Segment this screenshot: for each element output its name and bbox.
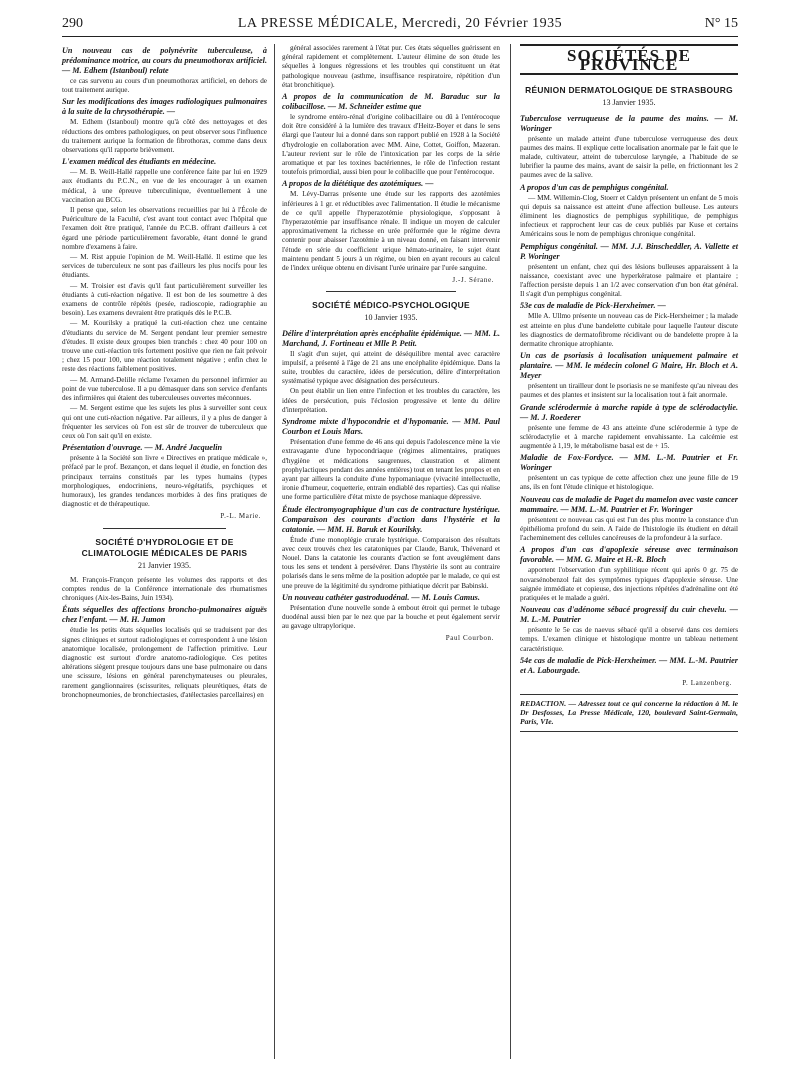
section-date: 13 Janvier 1935. (602, 98, 656, 108)
column-3 (520, 44, 738, 732)
paragraph: présentent ce nouveau cas qui est l'un des plus montre la constance d'un épithélioma profond du sein. A l'aide de l'histologie ils étudient en détail l'acheminement des cellules cancéreuses de la profondeur à la surface. (520, 515, 738, 543)
article-heading: Syndrome mixte d'hypocondrie et d'hypomanie. — MM. Paul Courbon et Louis Mars. (282, 417, 500, 437)
paragraph: le syndrome entéro-rénal d'origine colibacillaire ou dû à l'entérocoque doit être considéré à la lumière des travaux d'Heitz-Boyer et dans le sens élargi que l'auteur lui a donné dans son rapport publié en 1928 à la Société d'hydrologie en collaboration avec MM. Aine, Cottet, Goiffon, Mazeran. L'auteur revient sur le rôle de l'intoxication par les corps de la série aromatique et par les toxines bactériennes, le rôle de l'infection restant toutefois primordial, aussi bien pour le colibacille que pour l'entérocoque. (282, 113, 500, 177)
section-divider (103, 528, 226, 529)
page-number: 290 (62, 16, 83, 31)
paragraph: — M. Rist appuie l'opinion de M. Weill-Hallé. Il estime que les services de tuberculeux ne sont pas d'ailleurs les plus nocifs pour les étudiants. (62, 253, 267, 280)
article-heading: Maladie de Fox-Fordyce. — MM. L.-M. Pautrier et Fr. Woringer (520, 453, 738, 473)
paragraph: ce cas survenu au cours d'un pneumothorax artificiel, en dehors de tout traitement aurique. (62, 77, 267, 95)
section-title: SOCIÉTÉ MÉDICO-PSYCHOLOGIQUE (312, 300, 470, 311)
redaction-notice: REDACTION. — Adressez tout ce qui concerne la rédaction à M. le Dr Desfosses, La Presse Médicale, 120, boulevard Saint-Germain, Paris, VIe. (520, 694, 738, 732)
paragraph: M. François-Françon présente les volumes des rapports et des comptes rendus de la Conférence internationale des rhumatismes chroniques (Aix-les-Bains, Juin 1934). (62, 575, 267, 603)
paragraph: Mlle A. Ullmo présente un nouveau cas de Pick-Herxheimer ; la malade est atteinte en plus d'une bandelette cubitale pour laquelle l'auteur discute les diagnostics de dermatofibrome récidivant ou de bandelette propre à la dermatite chronique atrophiante. (520, 312, 738, 349)
article-heading: Étude électromyographique d'un cas de contracture hystérique. Comparaison des courants d'action dans l'hystérie et la catatonie. — MM. H. Baruk et Kourilsky. (282, 504, 500, 534)
article-heading: Tuberculose verruqueuse de la paume des mains. — M. Woringer (520, 113, 738, 133)
paragraph: général associées rarement à l'état pur. Ces états séquelles guérissent en général rapidement et complètement. L'auteur élimine de son étude les séquelles à longues régressions et les troubles qui constituent un état pathologique nouveau (asthme, insuffisance respiratoire, répétition d'un état bronchitique). (282, 44, 500, 89)
paragraph: présente une femme de 43 ans atteinte d'une sclérodermie à type de sclérodactylie et à marche rapidement envahissante. La calcémie est augmentée à 1,19, le métabolisme basal est de + 15. (520, 423, 738, 451)
article-heading: 53e cas de maladie de Pick-Herxheimer. — (520, 301, 666, 311)
article-heading: A propos d'un cas de pemphigus congénital. (520, 182, 669, 192)
paragraph: — M. Troisier est d'avis qu'il faut particulièrement surveiller les étudiants à cuti-réaction négative. Il est bon de les soumettre à des examens de contrôle répétés (pesée, radioscopie, radiographie au besoin). Les examens devraient être pratiqués dès le P.C.B. (62, 281, 267, 318)
column-1 (62, 44, 267, 701)
paragraph: — M. Armand-Delille réclame l'examen du personnel infirmier au point de vue tuberculose. Il a pu démasquer dans son service d'enfants des infirmières qui étaient des tuberculeuses ouvertes méconnues. (62, 375, 267, 403)
paragraph: Il s'agit d'un sujet, qui atteint de déséquilibre mental avec caractère impulsif, a présenté à l'âge de 21 ans une encéphalite épidémique. Dans la suite, troubles du caractère, idées de persécution, délire d'interprétation systématisé typique avec désignation des persécuteurs. (282, 349, 500, 386)
article-heading: A propos de la diététique des azotémiques. — (282, 179, 434, 189)
journal-title: LA PRESSE MÉDICALE, Mercredi, 20 Février 1935 (237, 16, 563, 31)
article-heading: Un cas de psoriasis à localisation uniquement palmaire et plantaire. — MM. le médecin colonel G Maire, Hr. Bloch et A. Meyer (520, 351, 738, 381)
paragraph: Il pense que, selon les observations recueillies par lui à l'École de Puériculture de la Faculté, c'est avant tout contact avec l'hôpital que l'examen doit être pratiqué, l'année du P.C.B. offrant d'ailleurs à cet égard une période particulièrement favorable, étant donné le grand nombre d'examens à faire. (62, 206, 267, 251)
article-heading: États séquelles des affections broncho-pulmonaires aiguës chez l'enfant. — M. H. Jumon (62, 605, 267, 625)
article-heading: L'examen médical des étudiants en médecine. (62, 157, 217, 167)
article-heading: Un nouveau cas de polynévrite tuberculeuse, à prédominance motrice, au cours du pneumothorax artificiel. — M. Edhem (Istanboul) relate (62, 46, 267, 75)
section-date: 10 Janvier 1935. (364, 313, 418, 323)
article-heading: Sur les modifications des images radiologiques pulmonaires à la suite de la chrysothérapie. — (62, 97, 267, 117)
section-date: 21 Janvier 1935. (137, 560, 192, 570)
column-rule (274, 44, 275, 1059)
paragraph: présentent un tirailleur dont le psoriasis ne se manifeste qu'au niveau des paumes et des plantes et insistent sur la localisation tout à fait anormale. (520, 382, 738, 400)
paragraph: Étude d'une monoplégie crurale hystérique. Comparaison des résultats avec ceux trouvés chez les catatoniques par Claude, Baruk, Thévenard et Nouel. Dans la catatonie les courants d'action se font aveuglément dans tous les sens et tendent à persévérer. Dans l'hystérie ils sont au contraire polarisés dans le sens même de la position adoptée par le malade, ce qui est une preuve de la légitimité du syndrome pithiatique décrit par Babinski. (282, 535, 500, 590)
section-title: RÉUNION DERMATOLOGIQUE DE STRASBOURG (525, 85, 733, 96)
page-header (62, 14, 738, 37)
paragraph: présentent un cas typique de cette affection chez une jeune fille de 19 ans, ils en font l'étude clinique et histologique. (520, 474, 738, 492)
paragraph: M. Lévy-Darras présente une étude sur les rapports des azotémies inférieures à 1 gr. et réductibles avec l'alimentation. Il étudie le mécanisme de ce qu'il appelle l'hyperazotémie physiologique, s'opposant à l'hyperazotémie par insuffisance rénale. Il indique un moyen de calculer approximativement la richesse en urée préformée que le régime devra contenir pour abaisser l'azotémie à un niveau donné, en faisant intervenir l'étude en série du coefficient urique hémato-urinaire, le sujet étant maintenu pendant 5 jours à un régime, ou bien en ayant recours au calcul de l'index uréique obtenu en divisant l'urée urinaire par l'urée sanguine. (282, 190, 500, 273)
paragraph: — MM. Willemin-Clog, Stoerr et Caldyn présentent un enfant de 5 mois qui depuis sa naissance est atteint d'une affection bulleuse. Les auteurs éliminent les diagnostics de pemphigus syphilitique, de pemphigus infectieux et rapprochent leur cas de ceux publiés par Kuse et certains Américains sous le nom de pemphigus chronique congénital. (520, 193, 738, 239)
paragraph: Présentation d'une femme de 46 ans qui depuis l'adolescence mène la vie extravagante d'une hypocondriaque (régimes alimentaires, pratiques d'hygiène et médications saugrenues, claustration et aliment prophylactiques pendant des années entières) tout en tenant les propos et en ayant par ailleurs la conduite d'une hypomaniaque (vivacité intellectuelle, ironie d'humeur, coquetterie, entrain endiablé des reparties). Cas qui réalise une forme particulière d'état mixte de psychose maniaque dépressive. (282, 438, 500, 502)
column-rule (510, 44, 511, 1059)
paragraph: — M. Kourilsky a pratiqué la cuti-réaction chez une centaine d'étudiants du service de M. Sergent pendant leur premier semestre d'études. Il existe deux groupes bien tranchés : chez 40 pour 100 on trouve une cuti-réaction très fortement positive que rien ne fait prévoir ; chez 15 pour 100, une réaction totalement négative ; enfin chez le reste des réactions faiblement positives. (62, 319, 267, 374)
article-heading: Pemphigus congénital. — MM. J.J. Binscheddler, A. Vallette et P. Woringer (520, 241, 738, 261)
paragraph: — M. B. Weill-Hallé rappelle une conférence faite par lui en 1929 aux étudiants du P.C.N., en vue de les encourager à un examen médical, à une épreuve tuberculinique, éventuellement à une vaccination au BCG. (62, 168, 267, 204)
issue-number: N° 15 (704, 16, 738, 31)
section-divider (326, 291, 457, 292)
signature: P. Lanzenberg. (682, 678, 732, 687)
paragraph: Présentation d'une nouvelle sonde à embout étroit qui permet le tubage duodénal aussi bien par le nez que par la bouche et peut également servir au gavage ultrapylorique. (282, 603, 500, 631)
article-heading: Présentation d'ouvrage. — M. André Jacquelin (62, 443, 223, 453)
paragraph: apportent l'observation d'un syphilitique récent qui après 0 gr. 75 de novarsénobenzol fait des symptômes typiques d'apoplexie séreuse. Une saignée immédiate et copieuse, des injections répétées d'adrénaline ont été pratiquées et le malade a guéri. (520, 566, 738, 602)
article-heading: Grande sclérodermie à marche rapide à type de sclérodactylie. — M. J. Roederer (520, 402, 738, 422)
article-heading: Délire d'interprétation après encéphalite épidémique. — MM. L. Marchand, J. Fortineau et Mlle P. Petit. (282, 328, 500, 348)
section-banner: SOCIÉTÉS DE PROVINCE (520, 44, 738, 75)
paragraph: étudie les petits états séquelles localisés qui se traduisent par des signes cliniques et surtout radiologiques et correspondent à une lésion anatomique localisée, prolongement de l'affection primitive. Leur diagnostic est surtout d'ordre anatomo-radiologique. Ces petites altérations siègent presque toujours dans une base pulmonaire ou dans une scissure, lésions en général parenchymateuses ou pleurales, rarement ganglionnaires (scissurites, reliquats pleurétiques, états de bronchopneumonies, de bronchiectasies, d'atélectasies parcellaires) en (62, 626, 267, 699)
article-heading: A propos d'un cas d'apoplexie séreuse avec terminaison favorable. — MM. G. Maire et H.-R. Bloch (520, 545, 738, 565)
article-heading: Nouveau cas d'adénome sébacé progressif du cuir chevelu. — M. L.-M. Pautrier (520, 605, 738, 625)
signature: P.-L. Marie. (220, 512, 261, 521)
article-heading: A propos de la communication de M. Baraduc sur la colibacillose. — M. Schneider estime que (282, 92, 500, 112)
paragraph: présente à la Société son livre « Directives en pratique médicale », préfacé par le prof. Bezançon, et dans lequel il étudie, en fonction des principaux terrains constitués par les types humains (types morphologiques, endocriniens, neuro-végétatifs, psychiques et humoraux), les grandes tendances morbides à des fins pratiques de diagnostic et de thérapeutique. (62, 454, 267, 509)
article-heading: Nouveau cas de maladie de Paget du mamelon avec vaste cancer mammaire. — MM. L.-M. Pautrier et Fr. Woringer (520, 494, 738, 514)
signature: J.-J. Sérane. (452, 276, 494, 285)
article-heading: 54e cas de maladie de Pick-Herxheimer. — MM. L.-M. Pautrier et A. Labourgade. (520, 655, 738, 675)
paragraph: M. Edhem (Istanboul) montre qu'à côté des nettoyages et des réductions des ombres pathologiques, on peut observer sous l'influence du traitement aurique la formation de fibrothorax, comme dans deux observations qu'il rapporte brièvement. (62, 118, 267, 155)
column-2 (282, 44, 500, 650)
signature: Paul Courbon. (445, 634, 494, 643)
section-title: SOCIÉTÉ D'HYDROLOGIE ET DE CLIMATOLOGIE MÉDICALES DE PARIS (81, 536, 248, 558)
article-heading: Un nouveau cathéter gastroduodénal. — M. Louis Camus. (282, 592, 480, 602)
paragraph: présentent un enfant, chez qui des lésions bulleuses apparaissent à la naissance, coexistant avec une hyperkératose palmaire et plantaire ; l'affection persiste depuis 1 an 1/2 avec conservation d'un bon état général. Il s'agit d'un pemphigus congénital. (520, 262, 738, 299)
paragraph: On peut établir un lien entre l'infection et les troubles du caractère, les idées de persécution, puis l'éclosion progressive et lente du délire d'interprétation. (282, 387, 500, 414)
paragraph: — M. Sergent estime que les sujets les plus à surveiller sont ceux qui ont une cuti-réaction négative. Par ailleurs, il y a plus de danger à fréquenter les services où l'on est sûr de trouver de tuberculeux que ceux où l'on sait qu'il en existe. (62, 404, 267, 440)
paragraph: présente un malade atteint d'une tuberculose verruqueuse des deux paumes des mains. Il explique cette localisation anormale par le fait que le malade, cultivateur, atteint de tuberculose laryngée, a l'habitude de se lubrifier la paume des mains, avant de saisir la pelle, en frictionnant les 2 paumes avec de la salive. (520, 134, 738, 180)
paragraph: présente le 5e cas de naevus sébacé qu'il a observé dans ces derniers temps. L'examen clinique et histologique montre un tableau nettement caractéristique. (520, 626, 738, 653)
